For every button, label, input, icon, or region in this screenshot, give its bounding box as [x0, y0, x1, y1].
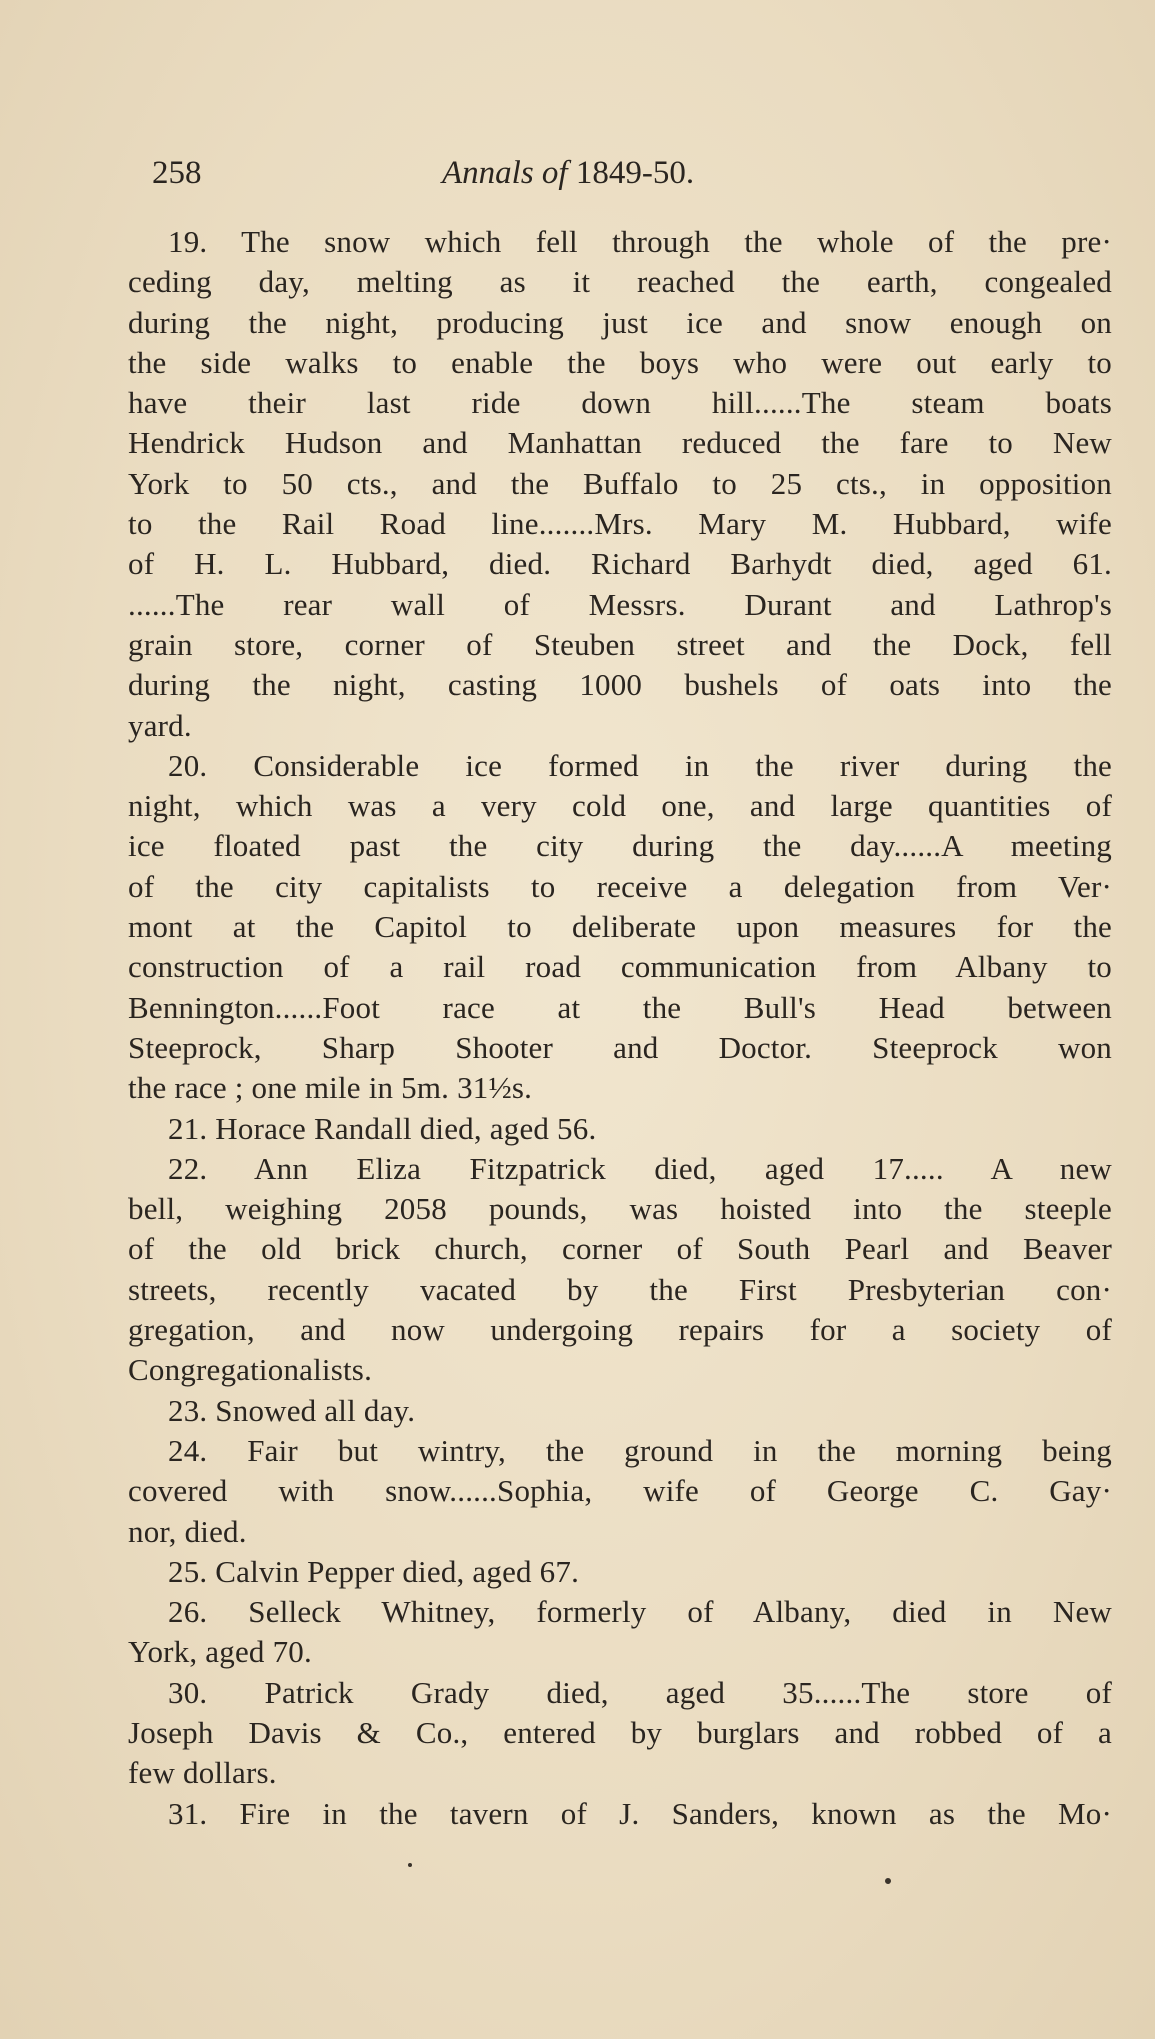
- text-line: mont at the Capitol to deliberate upon measures for the: [128, 909, 1112, 945]
- text-line: ......The rear wall of Messrs. Durant and Lathrop's: [128, 586, 1112, 622]
- running-title: [442, 155, 694, 192]
- text-line: 20. Considerable ice formed in the river during the: [168, 747, 1112, 783]
- text-line: ceding day, melting as it reached the earth, congealed: [128, 264, 1112, 300]
- text-line: during the night, casting 1000 bushels of oats into the: [128, 667, 1112, 703]
- text-line: of H. L. Hubbard, died. Richard Barhydt died, aged 61.: [128, 546, 1112, 582]
- ink-speck: [408, 1863, 412, 1867]
- text-line: streets, recently vacated by the First Presbyterian con·: [128, 1271, 1112, 1307]
- text-line: to the Rail Road line.......Mrs. Mary M. Hubbard, wife: [128, 506, 1112, 542]
- text-line: of the old brick church, corner of South Pearl and Beaver: [128, 1231, 1112, 1267]
- text-line: of the city capitalists to receive a delegation from Ver·: [128, 868, 1112, 904]
- text-line: the side walks to enable the boys who were out early to: [128, 344, 1112, 380]
- text-line: have their last ride down hill......The steam boats: [128, 385, 1112, 421]
- text-line: grain store, corner of Steuben street and the Dock, fell: [128, 626, 1112, 662]
- text-line: construction of a rail road communication from Albany to: [128, 949, 1112, 985]
- text-line: during the night, producing just ice and snow enough on: [128, 304, 1112, 340]
- text-line: the race ; one mile in 5m. 31½s.: [128, 1070, 533, 1106]
- text-line: 26. Selleck Whitney, formerly of Albany, died in New: [168, 1594, 1112, 1630]
- text-line: few dollars.: [128, 1755, 277, 1791]
- text-line: 23. Snowed all day.: [168, 1392, 416, 1428]
- text-line: gregation, and now undergoing repairs for a society of: [128, 1312, 1112, 1348]
- text-line: 31. Fire in the tavern of J. Sanders, known as the Mo·: [168, 1795, 1112, 1831]
- text-line: 24. Fair but wintry, the ground in the morning being: [168, 1432, 1112, 1468]
- text-line: Joseph Davis & Co., entered by burglars and robbed of a: [128, 1714, 1112, 1750]
- text-line: 21. Horace Randall died, aged 56.: [168, 1110, 597, 1146]
- running-title-italic: Annals of: [442, 155, 568, 191]
- text-line: covered with snow......Sophia, wife of George C. Gay·: [128, 1473, 1112, 1509]
- text-line: York to 50 cts., and the Buffalo to 25 cts., in opposition: [128, 465, 1112, 501]
- text-line: nor, died.: [128, 1513, 247, 1549]
- body-text: [128, 222, 1112, 1834]
- text-line: Congregationalists.: [128, 1352, 373, 1388]
- text-line: 19. The snow which fell through the whole of the pre·: [168, 224, 1112, 259]
- text-line: night, which was a very cold one, and large quantities of: [128, 788, 1112, 824]
- text-line: Bennington......Foot race at the Bull's Head between: [128, 989, 1112, 1025]
- text-line: Hendrick Hudson and Manhattan reduced the fare to New: [128, 425, 1112, 461]
- text-line: 22. Ann Eliza Fitzpatrick died, aged 17..... A new: [168, 1150, 1112, 1186]
- text-line: Steeprock, Sharp Shooter and Doctor. Steeprock won: [128, 1029, 1112, 1065]
- text-line: York, aged 70.: [128, 1634, 312, 1670]
- text-line: 25. Calvin Pepper died, aged 67.: [168, 1553, 580, 1589]
- text-line: yard.: [128, 707, 192, 743]
- text-line: bell, weighing 2058 pounds, was hoisted into the steeple: [128, 1191, 1112, 1227]
- page-number: 258: [152, 155, 202, 191]
- running-header: [152, 155, 990, 199]
- running-title-years: 1849-50.: [575, 155, 695, 191]
- ink-speck: [885, 1878, 891, 1884]
- text-line: 30. Patrick Grady died, aged 35......The store of: [168, 1674, 1112, 1710]
- text-line: ice floated past the city during the day......A meeting: [128, 828, 1112, 864]
